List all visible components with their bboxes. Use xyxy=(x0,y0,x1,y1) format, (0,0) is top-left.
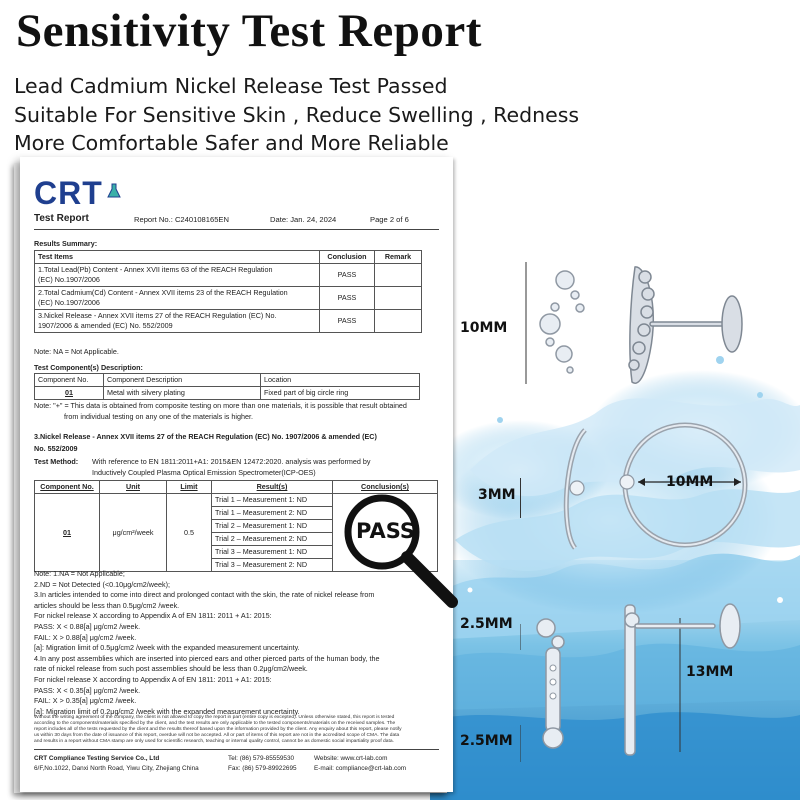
top-height-label: 10MM xyxy=(460,320,508,336)
subline-sensitive-skin: Suitable For Sensitive Skin , Reduce Swelling , Redness xyxy=(14,103,580,127)
result-header-unit: Unit xyxy=(100,481,167,494)
headline: Sensitivity Test Report xyxy=(16,5,482,57)
test-method-line1: With reference to EN 1811:2011+A1: 2015&EN 12472:2020. analysis was performed by xyxy=(92,457,371,466)
result-trial: Trial 3 – Measurement 2: ND xyxy=(212,559,333,572)
note-line: Note: 1.NA = Not Applicable; xyxy=(34,569,125,578)
jacket-length-label: 13MM xyxy=(686,664,734,680)
result-trial: Trial 2 – Measurement 2: ND xyxy=(212,533,333,546)
report-title: Test Report xyxy=(34,213,89,224)
footer-tel: Tel: (86) 579-85559530 xyxy=(228,755,295,762)
fine-print-line: according to the components/materials specified by the client, and the test results are only applicable to the tested components/materials on the received samples. The xyxy=(34,721,396,726)
note-line: [a]: Migration limit of 0.5μg/cm2 /week with the expanded measurement uncertainty. xyxy=(34,643,300,653)
result-header-conclusion: Conclusion(s) xyxy=(333,481,438,494)
footer-fax: Fax: (86) 579-89922695 xyxy=(228,765,297,772)
fine-print-line: and results in a report without CMA stamp are only used for scientific research, teaching or internal quality control, cannot be as domestic social impartiality proof data. xyxy=(34,739,394,744)
note-line: For nickel release X according to Appendix A of EN 1811: 2011 + A1: 2015: xyxy=(34,611,272,621)
component-header-location: Location xyxy=(261,374,420,387)
hoop-width-label: 3MM xyxy=(478,487,516,503)
report-date: Date: Jan. 24, 2024 xyxy=(270,215,337,224)
summary-header-items: Test Items xyxy=(35,251,320,264)
header-divider xyxy=(34,229,439,230)
note-line: PASS: X < 0.35[a] μg/cm2 /week. xyxy=(34,685,141,695)
result-trial: Trial 1 – Measurement 2: ND xyxy=(212,507,333,520)
fine-print-line: us within 30 days from the date of issuance of this report, overdue will not be accepted. All or part of items of this report are not in the accredited scope of CMA. The data xyxy=(34,733,400,738)
summary-remark xyxy=(375,287,422,310)
summary-conclusion: PASS xyxy=(320,264,375,287)
note-line: 4.In any post assemblies which are inserted into pierced ears and other pierced parts of the human body, the xyxy=(34,653,380,663)
composite-note-line2: from individual testing on any one of the materials is higher. xyxy=(64,412,253,421)
summary-row xyxy=(35,264,422,287)
footer-website: Website: www.crt-lab.com xyxy=(314,755,388,762)
footer-email: E-mail: compliance@crt-lab.com xyxy=(314,765,407,772)
summary-item-line1: 2.Total Cadmium(Cd) Content - Annex XVII items 23 of the REACH Regulation xyxy=(38,288,288,297)
fine-print-line: report includes all of the tests requested by the client and the results thereof based upon the information provided by the client. Any enquiry about this report, please notify xyxy=(34,727,402,732)
result-trial: Trial 2 – Measurement 1: ND xyxy=(212,520,333,533)
hoop-diameter-label: 10MM xyxy=(666,474,714,490)
component-header-no: Component No. xyxy=(35,374,104,387)
summary-conclusion: PASS xyxy=(320,287,375,310)
climber-earring-image xyxy=(520,262,780,402)
component-row xyxy=(35,387,420,400)
hoop-earring-image xyxy=(545,420,775,560)
summary-item-line2: 1907/2006 & amended (EC) No. 552/2009 xyxy=(38,321,173,330)
test-report-sheet xyxy=(20,157,453,792)
summary-item-line2: (EC) No.1907/2006 xyxy=(38,275,100,284)
component-header-description: Component Description xyxy=(104,374,261,387)
magnifier-icon xyxy=(340,490,460,610)
footer-company: CRT Compliance Testing Service Co., Ltd xyxy=(34,755,160,762)
summary-remark xyxy=(375,310,422,333)
note-line: FAIL: X > 0.35[a] μg/cm2 /week. xyxy=(34,696,137,706)
components-table xyxy=(34,373,420,400)
flask-icon xyxy=(106,183,122,199)
subline-comfortable: More Comfortable Safer and More Reliable xyxy=(14,131,449,155)
summary-header-conclusion: Conclusion xyxy=(320,251,375,264)
result-trial: Trial 1 – Measurement 1: ND xyxy=(212,494,333,507)
note-line: PASS: X < 0.88[a] μg/cm2 /week. xyxy=(34,621,141,631)
stud-bottom-label: 2.5MM xyxy=(460,733,513,749)
result-component-no: 01 xyxy=(35,494,100,572)
stud-top-label: 2.5MM xyxy=(460,616,513,632)
note-line: 3.In articles intended to come into direct and prolonged contact with the skin, the rate of nickel release from xyxy=(34,590,375,600)
note-line: For nickel release X according to Appendix A of EN 1811: 2011 + A1: 2015: xyxy=(34,674,272,684)
footer-divider xyxy=(34,749,439,750)
note-line: rate of nickel release from such post assemblies should be less than 0.2μg/cm2/week. xyxy=(34,664,308,674)
subline-test-passed: Lead Cadmium Nickel Release Test Passed xyxy=(14,74,448,98)
result-header-results: Result(s) xyxy=(212,481,333,494)
result-unit: μg/cm²/week xyxy=(100,494,167,572)
na-note: Note: NA = Not Applicable. xyxy=(34,347,119,356)
report-page: Page 2 of 6 xyxy=(370,215,409,224)
fine-print-line: Without the writing agreement of the company, the client is not allowed to copy the report in part (entire copy is excepted). Unless otherwise stated, this report is tested xyxy=(34,715,395,720)
result-header-limit: Limit xyxy=(167,481,212,494)
summary-row xyxy=(35,310,422,333)
report-number: Report No.: C240108165EN xyxy=(134,215,229,224)
footer-address: 6/F,No.1022, Danxi North Road, Yiwu City, Zhejiang China xyxy=(34,765,199,772)
summary-header-remark: Remark xyxy=(375,251,422,264)
note-line: [a]: Migration limit of 0.2μg/cm2 /week with the expanded measurement uncertainty. xyxy=(34,706,300,716)
test-method-line2: Inductively Coupled Plasma Optical Emission Spectrometer(ICP-OES) xyxy=(92,468,316,477)
summary-conclusion: PASS xyxy=(320,310,375,333)
summary-table xyxy=(34,250,422,333)
ear-jacket-earring-image xyxy=(520,600,780,770)
result-header-component: Component No. xyxy=(35,481,100,494)
summary-item-line2: (EC) No.1907/2006 xyxy=(38,298,100,307)
components-label: Test Component(s) Description: xyxy=(34,363,143,372)
pass-stamp: PASS xyxy=(356,519,416,543)
note-line: articles should be less than 0.5μg/cm2 /week. xyxy=(34,600,180,610)
component-description: Metal with silvery plating xyxy=(104,387,261,400)
summary-remark xyxy=(375,264,422,287)
component-location: Fixed part of big circle ring xyxy=(261,387,420,400)
summary-item-line1: 3.Nickel Release - Annex XVII items 27 of the REACH Regulation (EC) No. xyxy=(38,311,277,320)
results-summary-label: Results Summary: xyxy=(34,239,98,248)
result-limit: 0.5 xyxy=(167,494,212,572)
fine-print xyxy=(34,715,444,745)
crt-logo: CRT xyxy=(34,175,103,211)
nickel-title-line2: No. 552/2009 xyxy=(34,444,78,453)
hoop-width-line xyxy=(520,478,521,518)
summary-item-line1: 1.Total Lead(Pb) Content - Annex XVII items 63 of the REACH Regulation xyxy=(38,265,273,274)
note-line: FAIL: X > 0.88[a] μg/cm2 /week. xyxy=(34,632,137,642)
summary-row xyxy=(35,287,422,310)
test-method-label: Test Method: xyxy=(34,457,79,466)
component-no: 01 xyxy=(35,387,104,400)
result-trial: Trial 3 – Measurement 1: ND xyxy=(212,546,333,559)
note-line: 2.ND = Not Detected (<0.10μg/cm2/week); xyxy=(34,579,170,589)
composite-note-line1: Note: "+" = This data is obtained from composite testing on more than one materials, it is possible that result obtained xyxy=(34,401,407,410)
nickel-title-line1: 3.Nickel Release - Annex XVII items 27 of the REACH Regulation (EC) No. 1907/2006 & amended (EC) xyxy=(34,432,377,441)
